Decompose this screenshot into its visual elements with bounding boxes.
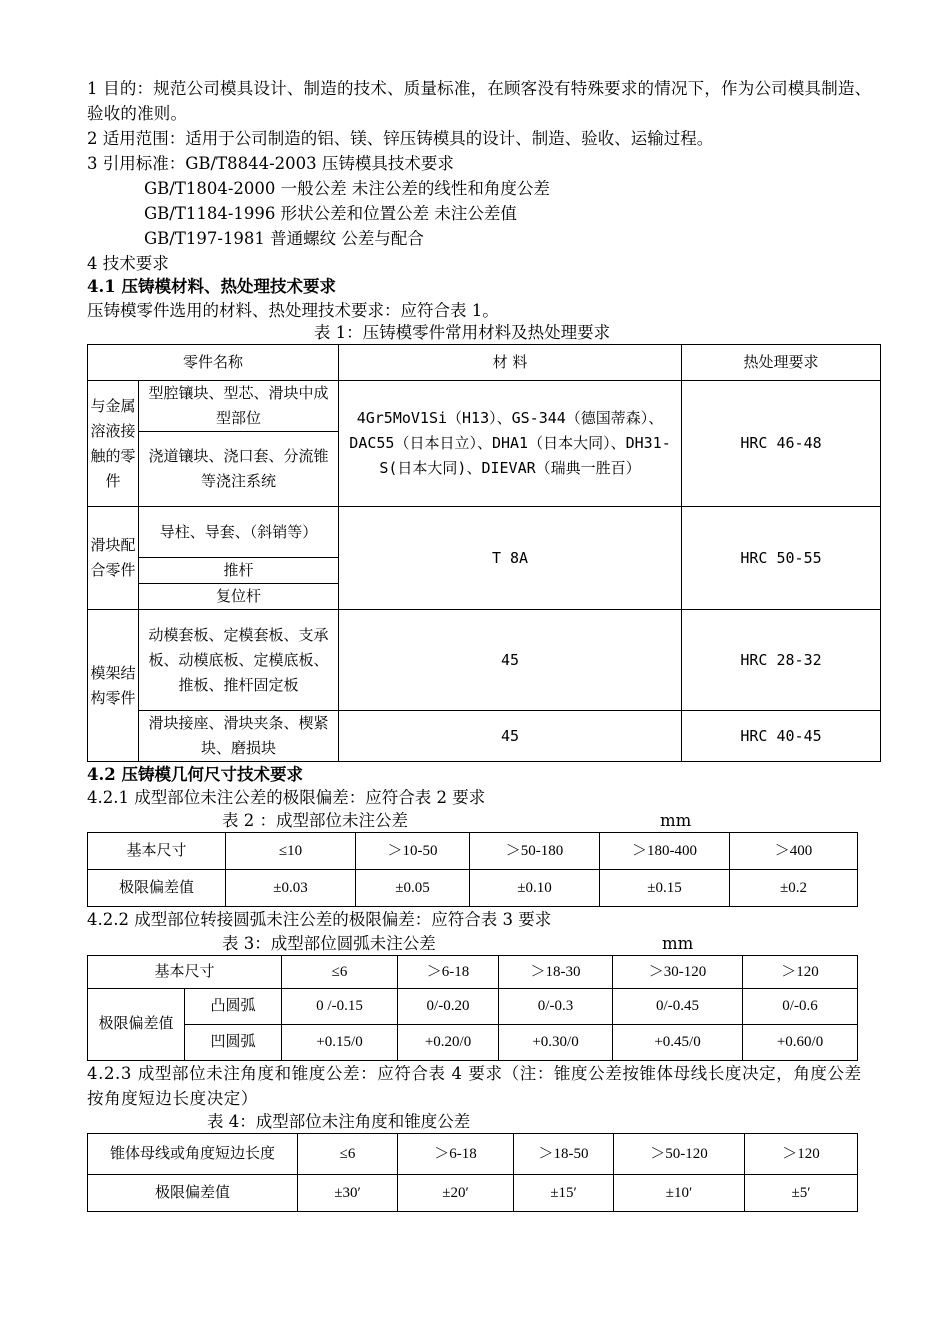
row-label-deviation: 极限偏差值 (88, 1175, 298, 1212)
deviation-cell: +0.20/0 (398, 1025, 499, 1061)
group-label-slider-fit: 滑块配合零件 (88, 507, 139, 610)
part-name-cell: 推杆 (139, 558, 339, 584)
size-cell: ＞180-400 (600, 833, 730, 870)
table-3-caption: 表 3：成型部位圆弧未注公差 (222, 934, 436, 953)
deviation-cell: ±0.10 (470, 870, 600, 907)
section-4-title: 4 技术要求 (87, 254, 169, 273)
table-4-caption-row (87, 1111, 877, 1133)
size-cell: ＞6-18 (398, 956, 499, 989)
table-1-caption: 表 1：压铸模零件常用材料及热处理要求 (313, 323, 611, 342)
heat-treatment-cell: HRC 50-55 (682, 507, 881, 610)
deviation-cell: ±20′ (398, 1175, 514, 1212)
size-cell: ＞120 (745, 1134, 858, 1175)
deviation-cell: +0.60/0 (743, 1025, 858, 1061)
row-label-length: 锥体母线或角度短边长度 (88, 1134, 298, 1175)
part-name-cell: 动模套板、定模套板、支承板、动模底板、定模底板、推板、推杆固定板 (139, 610, 339, 711)
row-label-basic-size: 基本尺寸 (88, 833, 226, 870)
heat-treatment-cell: HRC 46-48 (682, 381, 881, 507)
table-4-caption: 表 4：成型部位未注角度和锥度公差 (207, 1112, 471, 1131)
section-2-scope: 2 适用范围：适用于公司制造的铝、镁、锌压铸模具的设计、制造、验收、运输过程。 (87, 129, 714, 148)
document-page (87, 76, 877, 1212)
deviation-cell: ±10′ (614, 1175, 745, 1212)
reference-standard: GB/T1184-1996 形状公差和位置公差 未注公差值 (144, 204, 517, 223)
deviation-cell: 0 /-0.15 (282, 989, 398, 1025)
size-cell: ＞50-120 (614, 1134, 745, 1175)
heat-treatment-cell: HRC 40-45 (682, 711, 881, 762)
row-label-concave-arc: 凹圆弧 (185, 1025, 282, 1061)
section-4-1-heading: 4.1 压铸模材料、热处理技术要求 (87, 277, 336, 296)
material-cell: T 8A (339, 507, 682, 610)
size-cell: ≤10 (226, 833, 356, 870)
row-label-basic-size: 基本尺寸 (88, 956, 282, 989)
size-cell: ≤6 (282, 956, 398, 989)
size-cell: ＞30-120 (613, 956, 743, 989)
material-cell: 4Gr5MoV1Si（H13）、GS-344（德国蒂森）、DAC55（日本日立）、DHA1（日本大同）、DH31-S(日本大同)、DIEVAR（瑞典一胜百） (339, 381, 682, 507)
material-cell: 45 (339, 610, 682, 711)
deviation-cell: +0.15/0 (282, 1025, 398, 1061)
deviation-cell: ±0.2 (730, 870, 858, 907)
row-label-deviation: 极限偏差值 (88, 989, 185, 1061)
size-cell: ＞6-18 (398, 1134, 514, 1175)
deviation-cell: ±15′ (514, 1175, 614, 1212)
deviation-cell: 0/-0.45 (613, 989, 743, 1025)
table-2-caption: 表 2 ：成型部位未注公差 (222, 811, 408, 830)
size-cell: ＞400 (730, 833, 858, 870)
part-name-cell: 滑块接座、滑块夹条、楔紧块、磨损块 (139, 711, 339, 762)
table-header-heat-treatment: 热处理要求 (682, 345, 881, 381)
part-name-cell: 复位杆 (139, 584, 339, 610)
section-4-2-2-text: 4.2.2 成型部位转接圆弧未注公差的极限偏差：应符合表 3 要求 (87, 910, 552, 929)
part-name-cell: 导柱、导套、（斜销等） (139, 507, 339, 558)
size-cell: ＞18-30 (499, 956, 613, 989)
section-4-2-1-text: 4.2.1 成型部位未注公差的极限偏差：应符合表 2 要求 (87, 788, 486, 807)
section-1-purpose: 1 目的：规范公司模具设计、制造的技术、质量标准，在顾客没有特殊要求的情况下，作为公司模具制造、验收的准则。 (87, 79, 872, 123)
size-cell: ＞10-50 (356, 833, 470, 870)
size-cell: ＞120 (743, 956, 858, 989)
table-header-material: 材 料 (339, 345, 682, 381)
reference-standard: GB/T197-1981 普通螺纹 公差与配合 (144, 229, 424, 248)
row-label-deviation: 极限偏差值 (88, 870, 226, 907)
section-3-references: 3 引用标准：GB/T8844-2003 压铸模具技术要求 (87, 154, 454, 173)
part-name-cell: 型腔镶块、型芯、滑块中成型部位 (139, 381, 339, 432)
part-name-cell: 浇道镶块、浇口套、分流锥等浇注系统 (139, 432, 339, 507)
deviation-cell: +0.30/0 (499, 1025, 613, 1061)
table-3-arc-tolerance (87, 955, 858, 1061)
section-4-2-3-text: 4.2.3 成型部位未注角度和锥度公差：应符合表 4 要求（注：锥度公差按锥体母线长度决定，角度公差按角度短边长度决定） (87, 1064, 862, 1108)
deviation-cell: ±0.05 (356, 870, 470, 907)
deviation-cell: ±30′ (298, 1175, 398, 1212)
deviation-cell: 0/-0.3 (499, 989, 613, 1025)
deviation-cell: 0/-0.6 (743, 989, 858, 1025)
table-2-linear-tolerance (87, 832, 858, 907)
table-1-materials (87, 344, 881, 762)
group-label-frame-structure: 模架结构零件 (88, 610, 139, 762)
material-cell: 45 (339, 711, 682, 762)
size-cell: ≤6 (298, 1134, 398, 1175)
section-4-2-heading: 4.2 压铸模几何尺寸技术要求 (87, 765, 303, 784)
row-label-convex-arc: 凸圆弧 (185, 989, 282, 1025)
group-label-metal-contact: 与金属溶液接触的零件 (88, 381, 139, 507)
deviation-cell: 0/-0.20 (398, 989, 499, 1025)
table-2-caption-row (87, 810, 877, 832)
deviation-cell: ±5′ (745, 1175, 858, 1212)
deviation-cell: ±0.15 (600, 870, 730, 907)
table-header-part-name: 零件名称 (88, 345, 339, 381)
size-cell: ＞18-50 (514, 1134, 614, 1175)
heat-treatment-cell: HRC 28-32 (682, 610, 881, 711)
deviation-cell: ±0.03 (226, 870, 356, 907)
table-3-caption-row (87, 933, 877, 955)
size-cell: ＞50-180 (470, 833, 600, 870)
table-3-unit: mm (662, 934, 694, 953)
table-4-angle-tolerance (87, 1133, 858, 1212)
table-2-unit: mm (660, 811, 692, 830)
deviation-cell: +0.45/0 (613, 1025, 743, 1061)
reference-standard: GB/T1804-2000 一般公差 未注公差的线性和角度公差 (144, 179, 550, 198)
section-4-1-text: 压铸模零件选用的材料、热处理技术要求：应符合表 1。 (87, 301, 499, 320)
